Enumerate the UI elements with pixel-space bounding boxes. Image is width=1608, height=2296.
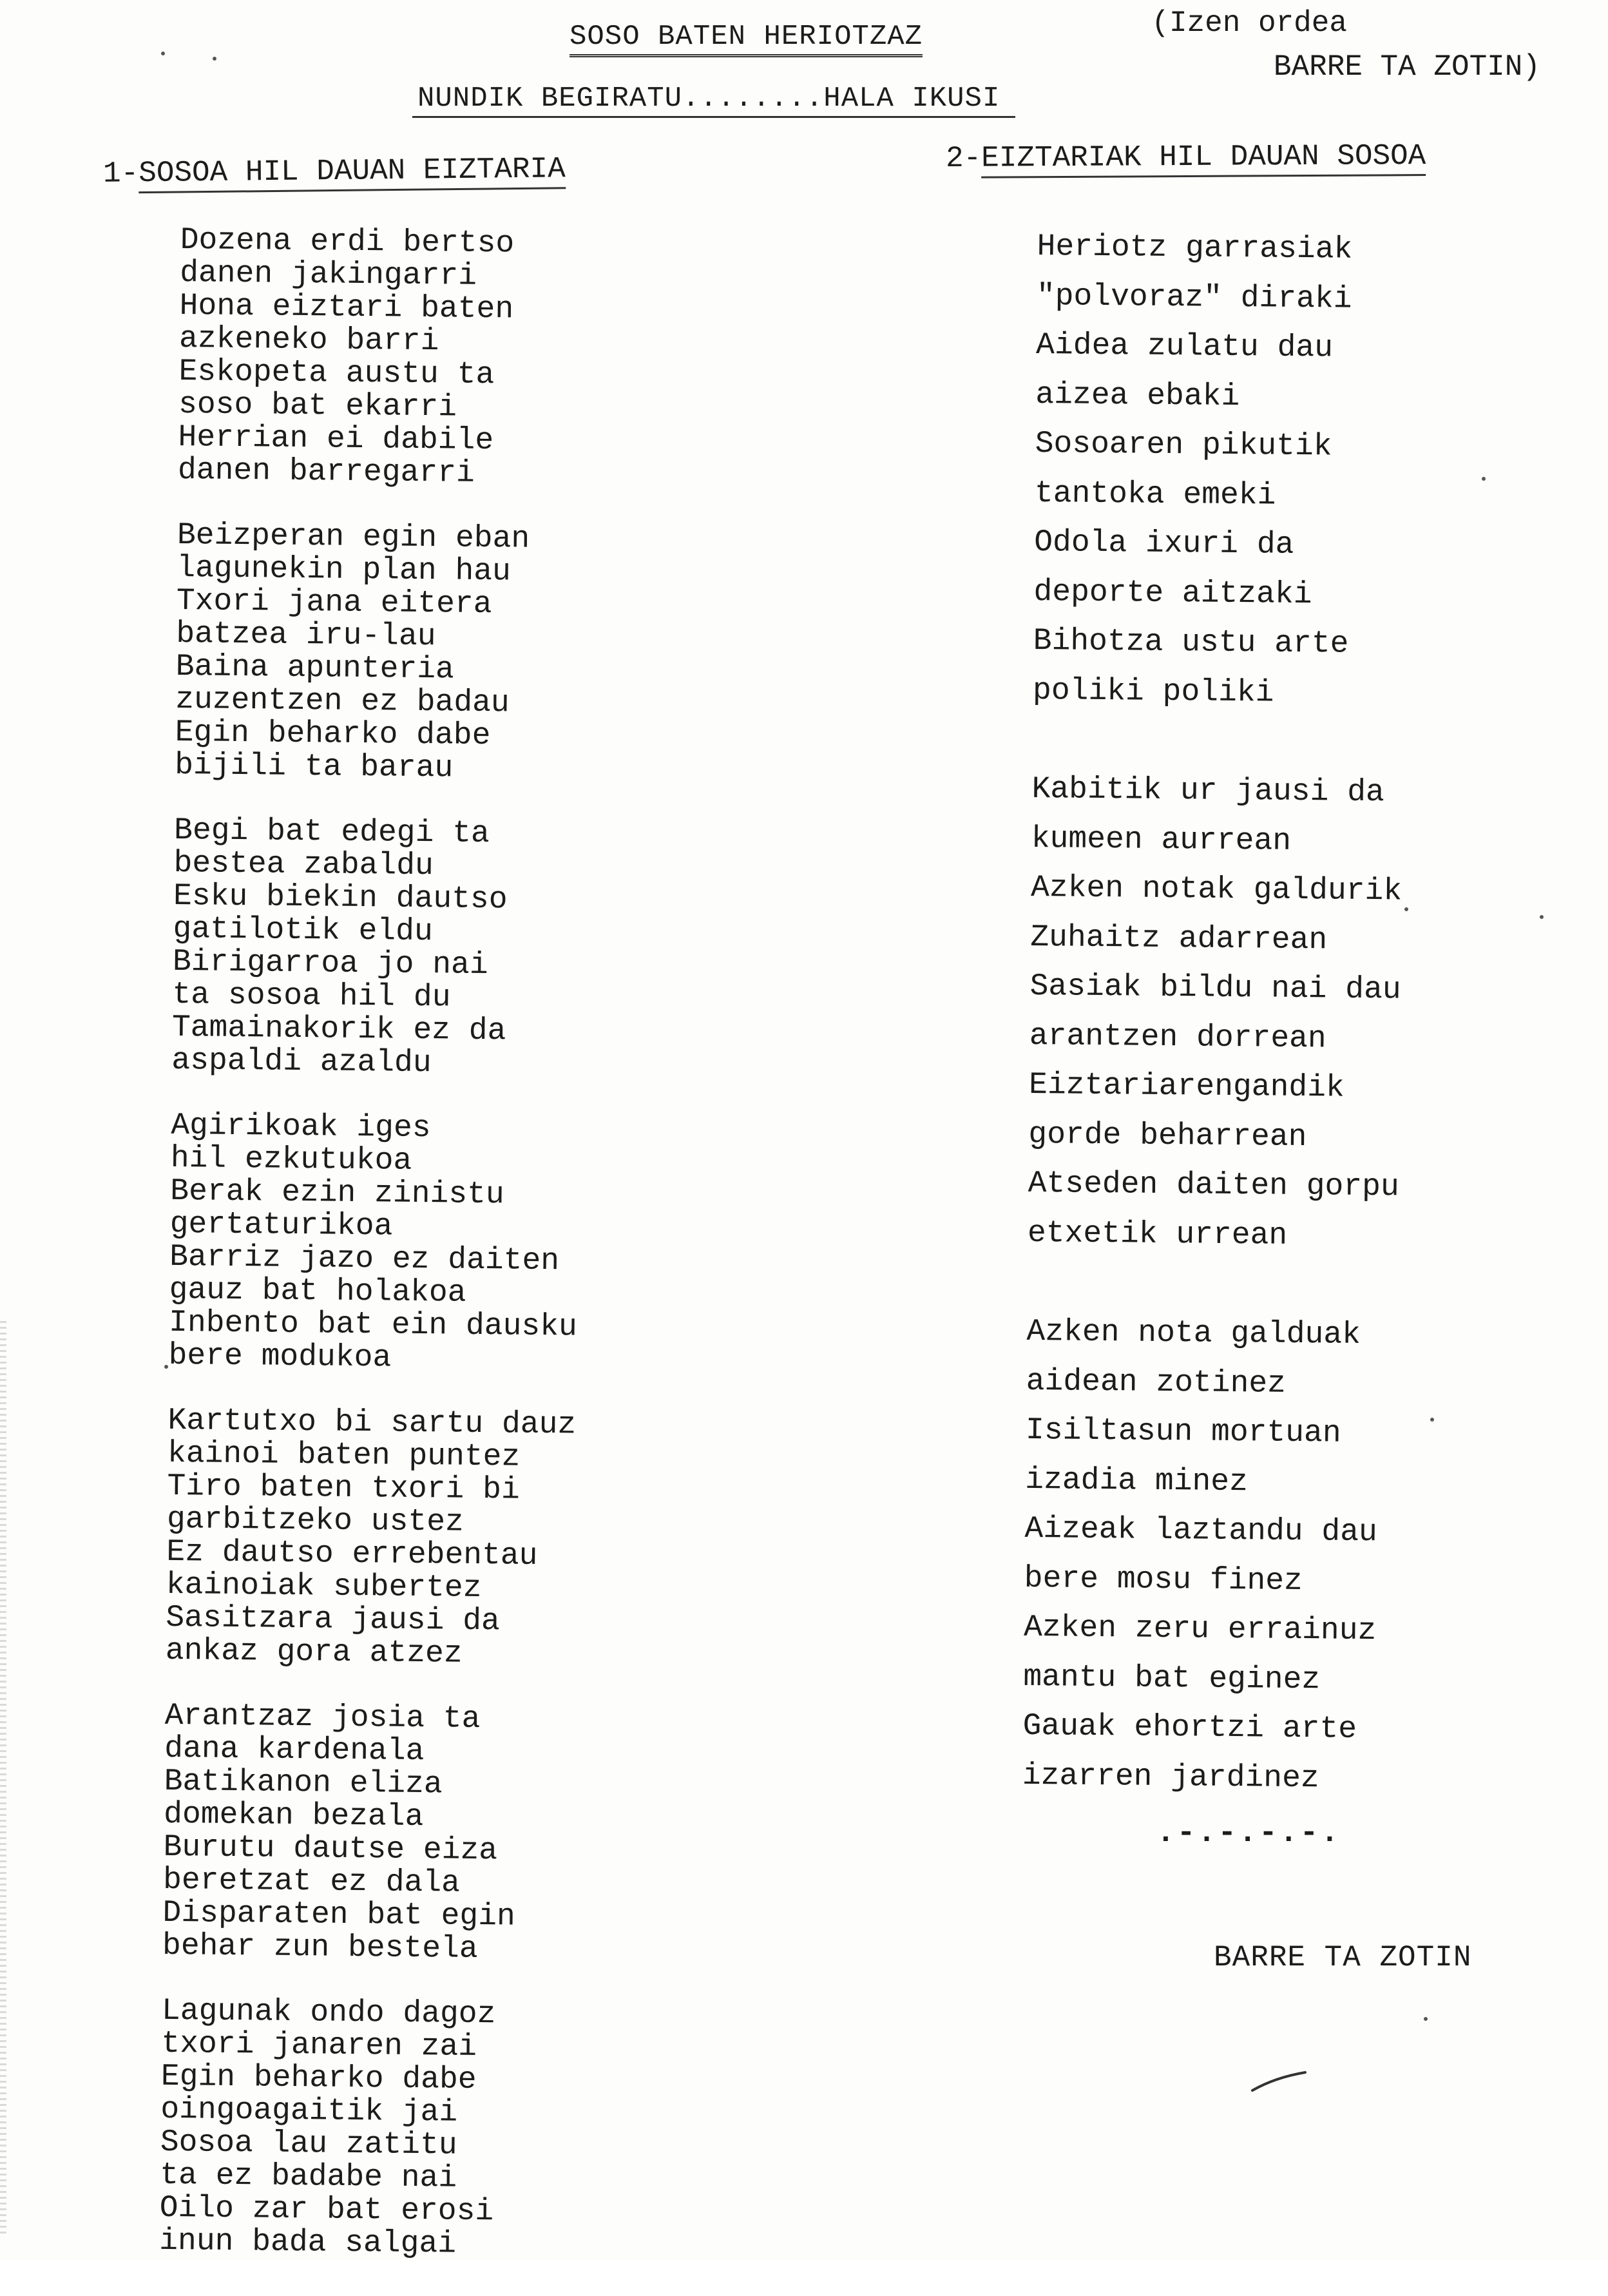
verse-line: Batikanon eliza bbox=[164, 1764, 443, 1802]
pen-stroke-mark bbox=[1250, 2069, 1308, 2094]
verse-line: Berak ezin zinistu bbox=[169, 1173, 505, 1213]
verse-line: bere modukoa bbox=[168, 1338, 392, 1376]
verse-line: ta sosoa hil du bbox=[172, 977, 451, 1016]
verse-line: Aidea zulatu dau bbox=[1035, 327, 1334, 366]
left-heading-text: SOSOA HIL DAUAN EIZTARIA bbox=[139, 152, 566, 193]
right-column-heading bbox=[946, 139, 1426, 175]
verse-line: Hona eiztari baten bbox=[179, 288, 514, 327]
verse-line: kainoiak subertez bbox=[166, 1567, 482, 1606]
verse-line: Oilo zar bat erosi bbox=[159, 2190, 494, 2230]
verse-line: ankaz gora atzez bbox=[165, 1633, 463, 1672]
verse-line: dana kardenala bbox=[164, 1731, 425, 1770]
ink-speck bbox=[213, 57, 216, 61]
verse-line: batzea iru-lau bbox=[176, 616, 436, 655]
ink-speck bbox=[1404, 907, 1408, 911]
verse-line: Beizperan egin eban bbox=[177, 517, 530, 557]
verse-line: Inbento bat ein dausku bbox=[168, 1305, 578, 1345]
poem-title: SOSO BATEN HERIOTZAZ bbox=[570, 21, 923, 57]
verse-line: oingoagaitik jai bbox=[160, 2092, 458, 2130]
alias-line-1: (Izen ordea bbox=[1151, 6, 1347, 40]
verse-line: arantzen dorrean bbox=[1029, 1018, 1326, 1056]
verse-line: mantu bat eginez bbox=[1023, 1659, 1321, 1697]
verse-line: beretzat ez dala bbox=[162, 1862, 461, 1901]
ink-speck bbox=[1430, 1418, 1434, 1422]
verse-line: etxetik urrean bbox=[1027, 1215, 1288, 1253]
verse-line: Sosoa lau zatitu bbox=[160, 2125, 457, 2163]
stanza bbox=[178, 224, 760, 493]
alias-line-2: BARRE TA ZOTIN) bbox=[1273, 50, 1540, 84]
verse-line: Tiro baten txori bi bbox=[167, 1469, 521, 1508]
verse-line: Begi bat edegi ta bbox=[173, 813, 490, 852]
verse-line: aspaldi azaldu bbox=[171, 1043, 432, 1081]
verse-line: Zuhaitz adarrean bbox=[1030, 920, 1328, 958]
verse-line: Bihotza ustu arte bbox=[1033, 623, 1349, 662]
verse-line: hil ezkutukoa bbox=[170, 1141, 412, 1179]
verse-line: gatilotik eldu bbox=[173, 911, 434, 950]
verse-line: deporte aitzaki bbox=[1033, 574, 1312, 612]
alias-note bbox=[1151, 1, 1540, 89]
verse-line: Herrian ei dabile bbox=[178, 420, 494, 459]
verse-line: gauz bat holakoa bbox=[169, 1272, 466, 1311]
verse-line: Txori jana eitera bbox=[176, 583, 492, 622]
verse-line: bijili ta barau bbox=[174, 748, 454, 786]
verse-line: Sosoaren pikutik bbox=[1035, 426, 1332, 465]
verse-line: soso bat ekarri bbox=[178, 387, 457, 425]
verse-line: Odola ixuri da bbox=[1033, 525, 1294, 563]
ink-speck bbox=[1540, 915, 1544, 919]
verse-line: Sasitzara jausi da bbox=[166, 1600, 501, 1639]
verse-line: poliki poliki bbox=[1032, 673, 1274, 711]
verse-line: Barriz jazo ez daiten bbox=[169, 1239, 560, 1279]
verse-line: Gauak ehortzi arte bbox=[1022, 1708, 1357, 1747]
verse-line: Azken nota galduak bbox=[1026, 1314, 1361, 1353]
verse-line: Eskopeta austu ta bbox=[178, 354, 495, 393]
stanza bbox=[168, 1110, 751, 1378]
right-heading-text: EIZTARIAK HIL DAUAN SOSOA bbox=[981, 139, 1426, 178]
verse-line: bere mosu finez bbox=[1024, 1561, 1303, 1599]
verse-line: Tamainakorik ez da bbox=[171, 1010, 506, 1049]
verse-line: kumeen aurrean bbox=[1031, 821, 1292, 859]
verse-line: Arantzaz josia ta bbox=[164, 1698, 481, 1737]
verse-line: aidean zotinez bbox=[1026, 1364, 1287, 1402]
verse-line: Azken notak galdurik bbox=[1030, 870, 1402, 909]
stanza bbox=[1033, 222, 1553, 720]
stanza bbox=[159, 1995, 742, 2264]
stanza bbox=[166, 1405, 748, 1674]
scan-edge-artifact bbox=[0, 1321, 6, 2236]
right-heading-number: 2- bbox=[945, 141, 982, 175]
verse-line: lagunekin plan hau bbox=[177, 550, 512, 590]
ink-speck bbox=[164, 1365, 168, 1369]
verse-line: txori janaren zai bbox=[161, 2026, 477, 2065]
verse-line: danen jakingarri bbox=[179, 255, 477, 294]
verse-line: Kartutxo bi sartu dauz bbox=[168, 1403, 577, 1443]
verse-line: Egin beharko dabe bbox=[175, 715, 491, 754]
verse-line: inun bada salgai bbox=[158, 2223, 457, 2262]
verse-line: danen barregarri bbox=[177, 452, 475, 491]
verse-line: behar zun bestela bbox=[162, 1928, 478, 1967]
verse-line: azkeneko barri bbox=[178, 321, 439, 360]
verse-line: Kabitik ur jausi da bbox=[1031, 771, 1385, 811]
verse-line: Disparaten bat egin bbox=[162, 1895, 516, 1934]
left-heading-number: 1- bbox=[102, 157, 139, 191]
stanza bbox=[1022, 1307, 1542, 1806]
verse-line: Egin beharko dabe bbox=[160, 2059, 477, 2098]
verse-line: zuzentzen ez badau bbox=[175, 682, 510, 721]
verse-line: Eiztariarengandik bbox=[1028, 1067, 1345, 1106]
verse-line: aizea ebaki bbox=[1035, 377, 1240, 414]
verse-line: Heriotz garrasiak bbox=[1037, 229, 1353, 267]
verse-line: Isiltasun mortuan bbox=[1025, 1413, 1341, 1451]
verse-line: izadia minez bbox=[1025, 1462, 1249, 1500]
verse-line: Agirikoak iges bbox=[171, 1108, 431, 1146]
stanza bbox=[171, 815, 754, 1083]
verse-line: gertaturikoa bbox=[169, 1206, 393, 1244]
verse-line: Azken zeru errainuz bbox=[1023, 1610, 1377, 1649]
verse-line: Birigarroa jo nai bbox=[172, 944, 488, 983]
ink-speck bbox=[161, 52, 165, 55]
verse-line: izarren jardinez bbox=[1022, 1758, 1319, 1796]
verse-line: Dozena erdi bertso bbox=[180, 223, 515, 262]
ink-speck bbox=[1424, 2017, 1428, 2021]
stanza bbox=[175, 519, 757, 788]
poem-subtitle: NUNDIK BEGIRATU........HALA IKUSI bbox=[412, 82, 1015, 118]
verse-line: ta ez badabe nai bbox=[160, 2157, 457, 2196]
verse-line: Ez dautso errebentau bbox=[166, 1534, 538, 1574]
verse-line: Aizeak laztandu dau bbox=[1024, 1511, 1378, 1550]
left-column-heading bbox=[103, 152, 566, 191]
left-column-verses bbox=[158, 224, 760, 2296]
verse-line: tantoka emeki bbox=[1034, 476, 1276, 514]
stanza bbox=[162, 1700, 745, 1969]
verse-line: "polvoraz" diraki bbox=[1036, 278, 1352, 317]
verse-line: kainoi baten puntez bbox=[167, 1436, 521, 1475]
verse-line: garbitzeko ustez bbox=[166, 1501, 464, 1540]
verse-line: Baina apunteria bbox=[175, 649, 455, 688]
verse-line: Burutu dautse eiza bbox=[163, 1829, 498, 1869]
ink-speck bbox=[1482, 477, 1486, 481]
signature: BARRE TA ZOTIN bbox=[1214, 1941, 1472, 1974]
verse-line: Sasiak bildu nai dau bbox=[1029, 969, 1401, 1008]
separator-dots: .-.-.-.-. bbox=[1156, 1816, 1341, 1851]
verse-line: Lagunak ondo dagoz bbox=[161, 1993, 496, 2032]
right-column-verses bbox=[1022, 222, 1553, 1855]
stanza bbox=[1028, 765, 1547, 1263]
verse-line: gorde beharrean bbox=[1028, 1117, 1307, 1155]
verse-line: domekan bezala bbox=[163, 1797, 424, 1835]
verse-line: Esku biekin dautso bbox=[173, 878, 508, 918]
verse-line: Atseden daiten gorpu bbox=[1028, 1166, 1400, 1205]
verse-line: bestea zabaldu bbox=[173, 845, 434, 884]
